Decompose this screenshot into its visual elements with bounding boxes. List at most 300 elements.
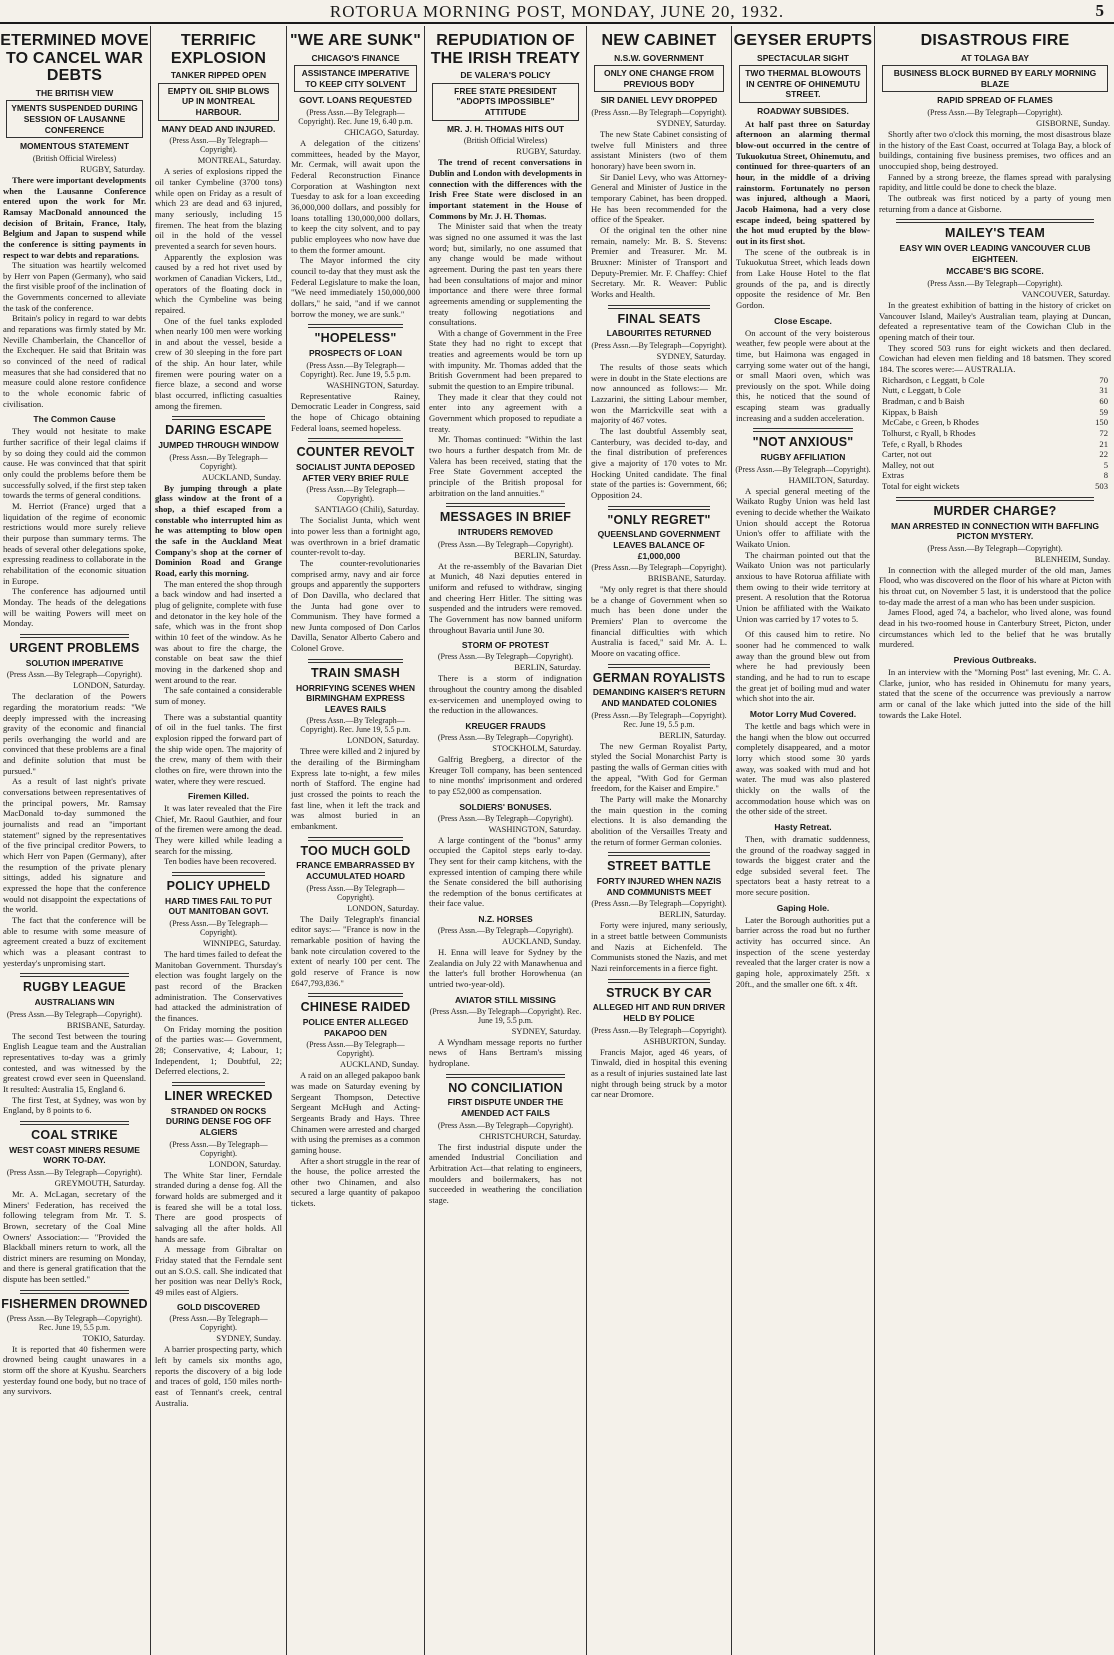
batsman-runs: 150 (1095, 417, 1108, 428)
article (426, 503, 585, 635)
subheadline: DE VALERA'S POLICY (460, 70, 551, 81)
headline-rule (896, 497, 1094, 501)
section-caption: Previous Outbreaks. (953, 655, 1037, 666)
subheadline: MANY DEAD AND INJURED. (161, 123, 276, 134)
body-paragraph: The declaration of the Powers regarding the moratorium reads: "We deeply impressed with the increasing gravity of the economic and financial perils overhanging the world and are convinced that these problems are a final and definite solution that must be pursued." (3, 691, 146, 776)
body-paragraph: The Party will make the Monarchy the main question in the coming elections. It is also demanding the abolition of the Versailles Treaty and the return of former German colonies. (591, 794, 727, 847)
source-line: (Press Assn.—By Telegraph—Copyright). Rec. June 19, 5.5 p.m. (429, 1006, 582, 1025)
body-paragraph: The trend of recent conversations in Dublin and London with developments in connection with the differences with the Irish Free State were disclosed in an important statement in the House of Commons by Mr. J. H. Thomas. (429, 157, 582, 221)
dateline: SYDNEY, Saturday. (656, 118, 726, 129)
article (733, 428, 873, 624)
headline: "ONLY REGRET" (607, 512, 711, 527)
subheadline: ROADWAY SUBSIDES. (757, 106, 849, 117)
body-paragraph: In an interview with the "Morning Post" last evening, Mr. C. A. Clarke, junior, who has resided in Ohinemutu for many years, stated that the scene of the occurrence was previously a narrow arm or canal of the lake which jutted into the side of the hill towards the Lake Hotel. (879, 667, 1111, 720)
batsman-runs: 5 (1103, 459, 1108, 470)
source-line: (Press Assn.—By Telegraph—Copyright). (437, 652, 574, 662)
batsman-runs: 22 (1099, 449, 1108, 460)
headline-rule (20, 1290, 129, 1294)
subheadline: ASSISTANCE IMPERATIVE TO KEEP CITY SOLVENT (294, 65, 417, 92)
dateline: WASHINGTON, Saturday. (326, 379, 419, 390)
subheadline: TANKER RIPPED OPEN (170, 70, 267, 81)
article (152, 712, 285, 787)
body-paragraph: With a change of Government in the Free State they had no right to except that treaties and agreements would be torn up with impunity. Mr. Thomas added that the British Government had been prepared to submit the question to an Empire tribunal. (429, 327, 582, 392)
body-paragraph: There was a substantial quantity of oil in the fuel tanks. The first explosion ripped the forward part of the ship wide open. The majority of the crew, many of them with their clothes on fire, were thrown into the water, where they were rescued. (155, 711, 282, 786)
source-line: (Press Assn.—By Telegraph—Copyright). (437, 926, 574, 936)
column-rule (874, 26, 875, 1655)
headline-rule (608, 664, 710, 668)
subheadline: GOVT. LOANS REQUESTED (299, 95, 412, 106)
dateline: MONTREAL, Saturday. (197, 155, 281, 166)
headline-rule (608, 979, 710, 983)
batsman-runs: 70 (1099, 374, 1108, 385)
headline: LINER WRECKED (164, 1088, 273, 1103)
body-paragraph: The second Test between the touring English League team and the Australian representatives to-day was a grimly contested, and was witnessed by the greatest crowd ever seen in Queensland. It resulted: Australia 15, England 6. (3, 1030, 146, 1094)
body-paragraph: Mr. Thomas continued: "Within the last two hours a further despatch from Mr. de Valera has been received, stating that the Free State Government accepted the principle of the British proposal for arbitration on the land annuities." (429, 434, 582, 498)
column-rule (286, 26, 287, 1655)
source-line: (Press Assn.—By Telegraph—Copyright). (591, 108, 727, 118)
body-paragraph: The first industrial dispute under the amended Industrial Conciliation and Arbitration Act—that relating to engineers, moulders and boilermakers, has not succeeded in weathering the conciliation stage. (429, 1141, 582, 1205)
score-row (882, 439, 1108, 450)
body-paragraph: It was later revealed that the Fire Chief, Mr. Raoul Gauthier, and four of the firemen were among the dead. They were killed while leading a search for the missing. (155, 803, 282, 856)
headline: FINAL SEATS (617, 311, 701, 326)
article (0, 634, 149, 968)
section-caption: N.Z. HORSES (478, 914, 533, 925)
body-paragraph: The new German Royalist Party, styled the Social Monarchist Party is pasting the walls of German cities with the appeal, "With God for German freedom, for the Kaiser and Empire." (591, 740, 727, 794)
dateline: STOCKHOLM, Saturday. (492, 742, 581, 753)
headline: ETERMINED MOVE TO CANCEL WAR DEBTS (0, 32, 149, 85)
body-paragraph: The man entered the shop through a back window and had inserted a plug of gelignite, complete with fuse and detonator in the key hole of the safe, which was in the front shop within 10 feet of the window. As he was about to fire the charge, the constable on beat saw the thief moving in the darkened shop and went around to the rear. (155, 578, 282, 685)
body-paragraph: A raid on an alleged pakapoo bank was made on Saturday evening by Sergeant Thompson, Detective Sergeant McHugh and Acting-Sergeants Brady and Hays. Three Chinamen were arrested and charged with using the premises as a common gaming house. (291, 1070, 420, 1155)
source-line: (Press Assn.—By Telegraph—Copyright). (437, 1120, 574, 1130)
body-paragraph: The chairman pointed out that the Waikato Union was not particularly anxious to have Rotorua affiliate with them owing to their wide territory at present. A resolution that the Rotorua Union be affiliated with the Waikato Union was carried by 17 votes to 5. (736, 549, 870, 624)
batsman-name: Carter, not out (882, 449, 932, 460)
headline: TRAIN SMASH (310, 665, 400, 680)
headline-rule (20, 1121, 129, 1125)
headline-rule (308, 438, 403, 442)
dateline: AUCKLAND, Sunday. (201, 471, 281, 482)
batsman-name: Malley, not out (882, 459, 935, 470)
headline-rule (20, 634, 129, 638)
article (0, 32, 149, 409)
article (152, 416, 285, 706)
score-row (882, 407, 1108, 418)
dateline: SYDNEY, Sunday. (216, 1333, 281, 1344)
article (588, 506, 730, 659)
headline-rule (172, 416, 265, 420)
score-row (882, 449, 1108, 460)
article (288, 837, 423, 989)
article (152, 1082, 285, 1298)
batsman-runs: 8 (1103, 470, 1108, 481)
section-caption: Gaping Hole. (776, 902, 830, 913)
source-line: (Press Assn.—By Telegraph—Copyright). (169, 136, 268, 155)
article (876, 497, 1114, 650)
dateline: CHICAGO, Saturday. (344, 127, 419, 138)
batsman-name: Tolhurst, c Ryall, b Rhodes (882, 427, 976, 438)
column-4 (426, 30, 585, 1655)
subheadline: POLICE ENTER ALLEGED PAKAPOO DEN (302, 1017, 409, 1038)
body-paragraph: The conference has adjourned until Monday. The heads of the delegations will be waiting Powers will meet on Monday. (3, 586, 146, 629)
column-1 (0, 30, 149, 1655)
section-caption: Motor Lorry Mud Covered. (749, 708, 857, 719)
article (733, 316, 873, 424)
headline: "WE ARE SUNK" (290, 32, 421, 49)
subheadline: MOMENTOUS STATEMENT (19, 141, 130, 152)
score-row (882, 470, 1108, 481)
body-paragraph: They made it clear that they could not enter into any agreement with a Government which proposed to repudiate a treaty. (429, 391, 582, 434)
column-6 (733, 30, 873, 1655)
article (426, 640, 585, 716)
section-caption: The Common Cause (33, 414, 116, 425)
subheadline: PROSPECTS OF LOAN (308, 348, 403, 358)
body-paragraph: Representative Rainey, Democratic Leader in Congress, said the hope of Chicago obtaining Federal loans, seemed hopeless. (291, 390, 420, 433)
body-paragraph: A delegation of the citizens' committees, headed by the Mayor, Mr. Cermak, will await upon the Federal Reconstruction Finance Corporation at Washington next Tuesday to ask for a loan exceeding 36,000,000 dollars, and possibly for loans totalling 130,000,000 dollars, to keep the city solvent, and to pay public employees who now have due to them the former amount. (291, 138, 420, 255)
body-paragraph: It is reported that 40 fishermen were drowned being caught unawares in a storm off the shore at Kyushu. Searchers yesterday found one body, but no trace of any survivors. (3, 1343, 146, 1397)
body-paragraph: On account of the very boisterous weather, few people were about at the time, but Haimona was engaged in carrying some water out of the hangi, or small Maori oven, which was previously on the spot. While doing this, he noticed that the sound of escaping steam was gradually increasing and a sudden acceleration. (736, 327, 870, 423)
subheadline: WEST COAST MINERS RESUME WORK TO-DAY. (9, 1144, 140, 1166)
section-caption: GOLD DISCOVERED (176, 1302, 261, 1313)
subheadline: RUGBY AFFILIATION (760, 452, 846, 463)
headline-rule (753, 428, 853, 432)
headline-rule (896, 219, 1094, 223)
body-paragraph: There is a storm of indignation throughout the country among the disabled ex-servicemen and unemployed owing to the reduction in the allowances. (429, 673, 582, 716)
article (288, 659, 423, 832)
body-paragraph: The Socialist Junta, which went into power less than a fortnight ago, was overthrown in a brief dramatic counter-revolt to-day. (291, 515, 420, 558)
subheadline: MCCABE'S BIG SCORE. (946, 266, 1044, 277)
body-paragraph: Three were killed and 2 injured by the derailing of the Birmingham Express late to-night, a few miles north of Stafford. The engine had just crossed the points to reach the fast line, when it left the track and was almost buried in an embankment. (291, 746, 420, 831)
headline: COUNTER REVOLT (296, 445, 415, 460)
column-3 (288, 30, 423, 1655)
article (426, 1074, 585, 1206)
body-paragraph: The Mayor informed the city council to-day that they must ask the Federal Legislature to make the loan, "We need immediately 150,000,000 dollars," he said, "and if we cannot borrow the money, we are sunk." (291, 255, 420, 319)
headline: DISASTROUS FIRE (920, 32, 1070, 49)
subheadline: STRANDED ON ROCKS DURING DENSE FOG OFF ALGIERS (165, 1105, 272, 1137)
subheadline: INTRUDERS REMOVED (458, 527, 553, 538)
body-paragraph: A special general meeting of the Waikato Rugby Union was held last evening to decide whether the Waikato Union should accept the Rotorua Union's offer to affiliate with the Waikato Union. (736, 485, 870, 550)
body-paragraph: James Flood, aged 74, a bachelor, who lived alone, was found dead in his two-roomed house in Canterbury Street, Picton, under circumstances which led to the belief that he was brutally murdered. (879, 607, 1111, 650)
batsman-name: Tefe, c Ryall, b Rhodes (882, 438, 963, 449)
column-2 (152, 30, 285, 1655)
article (876, 32, 1114, 214)
batsman-name: Nutt, c Leggatt, b Cole (882, 385, 961, 396)
score-row (882, 385, 1108, 396)
article (588, 32, 730, 300)
source-line: (Press Assn.—By Telegraph—Copyright). (437, 813, 574, 823)
body-paragraph: H. Enna will leave for Sydney by the Zealandia on July 22 with Manawhenua and the latter's full brother Horowhenua (an untried two-year-old). (429, 947, 582, 990)
dateline: BERLIN, Saturday. (659, 909, 726, 920)
body-paragraph: They scored 503 runs for eight wickets and then declared. Cowichan had eleven men fielding and 18 batsmen. They scored 184. The scores were:— AUSTRALIA. (879, 342, 1111, 374)
body-paragraph: The situation was heartily welcomed by Herr von Papen (Germany), who said the first visible proof of the inclination of the Governments concerned to alleviate the task of the conference. (3, 260, 146, 313)
source-line: (Press Assn.—By Telegraph—Copyright). (927, 278, 1063, 288)
page-number: 5 (1095, 1, 1104, 20)
body-paragraph: A Wyndham message reports no further news of Hans Bertram's missing hydroplane. (429, 1036, 582, 1069)
headline: STRUCK BY CAR (606, 985, 712, 1000)
article (588, 305, 730, 501)
subheadline: AT TOLAGA BAY (960, 52, 1029, 63)
source-line: (Press Assn.—By Telegraph—Copyright). Rec. June 19, 5.5 p.m. (591, 710, 727, 729)
batsman-name: Extras (882, 470, 904, 481)
subheadline: LABOURITES RETURNED (606, 328, 712, 339)
headline: DARING ESCAPE (165, 423, 272, 438)
headline: GERMAN ROYALISTS (592, 670, 726, 685)
score-row (882, 396, 1108, 407)
source-line: (Press Assn.—By Telegraph—Copyright). (6, 1009, 143, 1019)
body-paragraph: The kettle and bags which were in the hangi when the blow out occurred completely disappeared, and a motor lorry which stood some 30 yards away, was soaked with mud and hot water. The mud was also plastered thickly on the walls of the accommodation house which was on the other side of the street. (736, 720, 870, 817)
section-caption: SOLDIERS' BONUSES. (459, 801, 552, 812)
dateline: SYDNEY, Saturday. (656, 350, 726, 361)
dateline: LONDON, Saturday. (347, 902, 419, 913)
headline: COAL STRIKE (31, 1127, 118, 1142)
source-line: (Press Assn.—By Telegraph—Copyright). Rec. June 19, 5.5 p.m. (300, 716, 411, 735)
dateline: BERLIN, Saturday. (514, 662, 581, 673)
body-paragraph: At half past three on Saturday afternoon an alarming thermal blow-out occurred in the centre of Tukuokutua Street, Ohinemutu, and continued for three-quarters of an hour, in the middle of a driving rainstorm. Fortunately no person was injured, although a Maori, Jacob Haimona, had a very close escape indeed, being spattered by the hot mud erupted by the blow-out in its first shot. (736, 118, 870, 246)
body-paragraph: "My only regret is that there should be a change of Government when so much has been done under the Premiers' Plan to overcome the financial difficulties with which Australia is faced," said Mr. A. L. Moore on vacating office. (591, 584, 727, 659)
headline: STREET BATTLE (607, 859, 711, 874)
subheadline: QUEENSLAND GOVERNMENT LEAVES BALANCE OF £1,000,000 (597, 529, 721, 561)
column-rule (731, 26, 732, 1655)
section-caption: KREUGER FRAUDS (465, 720, 546, 731)
source-line: (Press Assn.—By Telegraph—Copyright). (591, 563, 727, 573)
article (0, 973, 149, 1116)
section-caption: AVIATOR STILL MISSING (455, 994, 556, 1005)
headline: NO CONCILIATION (448, 1080, 563, 1095)
subheadline: YMENTS SUSPENDED DURING SESSION OF LAUSANNE CONFERENCE (6, 100, 143, 138)
source-line: (Press Assn.—By Telegraph—Copyright). (169, 452, 268, 471)
headline-rule (608, 305, 710, 309)
body-paragraph: The White Star liner, Ferndale stranded during a dense fog. All the forward holds are submerged and it is feared she will be a total loss. There are good prospects of salvaging all the after holds. All hands are safe. (155, 1169, 282, 1244)
article (588, 979, 730, 1100)
article (426, 721, 585, 797)
subheadline: EMPTY OIL SHIP BLOWS UP IN MONTREAL HARBOUR. (158, 83, 279, 121)
dateline: TOKIO, Saturday. (82, 1332, 145, 1343)
body-paragraph: They would not hesitate to make further sacrifice of their legal claims if by so doing they could aid the common cause. He was convinced that that spirit only could the problems before them be successfully solved, if the first step taken towards the terms of general conditions. (3, 426, 146, 501)
source-line: (Press Assn.—By Telegraph—Copyright). (591, 899, 727, 909)
score-row (882, 481, 1108, 492)
masthead-title: ROTORUA MORNING POST, MONDAY, JUNE 20, 1932. (329, 2, 785, 21)
article (426, 802, 585, 910)
source-line: (Press Assn.—By Telegraph—Copyright). (591, 1025, 727, 1035)
body-paragraph: As a result of last night's private conversations between representatives of the principal powers, Mr. Ramsay MacDonald to-day summoned the journalists and read an "important statement" signed by the representatives of the five principal creditor Powers, to which Herr von Papen (Germany), after the resumption of the private plenary sittings, added his signature and expressed the hope that the conference would not disappoint the expectations of the world. (3, 776, 146, 915)
batsman-name: Total for eight wickets (882, 481, 960, 492)
subheadline: EASY WIN OVER LEADING VANCOUVER CLUB EIGHTEEN. (899, 243, 1091, 264)
source-line: (Press Assn.—By Telegraph—Copyright). (735, 464, 871, 474)
article (733, 32, 873, 311)
section-caption: Hasty Retreat. (774, 821, 832, 832)
headline: GEYSER ERUPTS (733, 32, 873, 49)
batsman-name: Kippax, b Baish (882, 406, 938, 417)
column-rule (150, 26, 151, 1655)
article (733, 822, 873, 898)
body-paragraph: Fanned by a strong breeze, the flames spread with paralysing rapidity, and little could be done to check the blaze. (879, 171, 1111, 193)
body-paragraph: The outbreak was first noticed by a party of young men returning from a dance at Gisborne. (879, 193, 1111, 214)
article (876, 655, 1114, 720)
score-row (882, 417, 1108, 428)
subheadline: N.S.W. GOVERNMENT (614, 52, 704, 63)
body-paragraph: Shortly after two o'clock this morning, the most disastrous blaze in the history of the East Coast, occurred at Tolaga Bay, a block of buildings, containing five business premises, two offices and an unoccupied shop, being destroyed. (879, 129, 1111, 172)
subheadline: FREE STATE PRESIDENT "ADOPTS IMPOSSIBLE" ATTITUDE (432, 83, 579, 121)
subheadline: TWO THERMAL BLOWOUTS IN CENTRE OF OHINEMUTU STREET. (739, 65, 867, 103)
subheadline: DEMANDING KAISER'S RETURN AND MANDATED COLONIES (592, 687, 726, 709)
headline-rule (608, 506, 710, 510)
dateline: LONDON, Saturday. (209, 1158, 281, 1169)
dateline: BERLIN, Saturday. (659, 729, 726, 740)
dateline: RUGBY, Saturday. (516, 146, 581, 157)
batsman-runs: 60 (1099, 395, 1108, 406)
article (426, 914, 585, 990)
dateline: ASHBURTON, Sunday. (643, 1035, 726, 1046)
subheadline: FIRST DISPUTE UNDER THE AMENDED ACT FAILS (447, 1097, 564, 1119)
body-paragraph: M. Herriot (France) urged that a liquidation of the regime of economic restrictions would more surely relieve their purpose than summary terms. The heads of several other delegations spoke, expressing readiness to collaborate in the rehabilitation of the economic situation in Europe. (3, 500, 146, 586)
body-paragraph: Ten bodies have been recovered. (164, 856, 277, 867)
headline: MESSAGES IN BRIEF (439, 510, 572, 525)
batsman-name: Bradman, c and b Baish (882, 395, 965, 406)
batsman-runs: 72 (1099, 427, 1108, 438)
body-paragraph: At the re-assembly of the Bavarian Diet at Munich, 48 Nazi deputies entered in uniform and refused to withdraw, singing and cheering Herr Hitler. The sitting was suspended and the intruders were removed. The Government has now banned uniform throughout Bavaria until June 30. (429, 560, 582, 635)
batsman-runs: 21 (1099, 438, 1108, 449)
score-row (882, 375, 1108, 386)
body-paragraph: The Minister said that when the treaty was signed no one assumed it was the last word; but, similarly, no one assumed that any change would be made without agreement. During the past ten years there had been consultations of major and minor importance and there were three formal agreements amending or supplementing the treaty following negotiations and consultations. (429, 221, 582, 328)
source-line: (Press Assn.—By Telegraph—Copyright). (169, 919, 268, 938)
source-line: (Press Assn.—By Telegraph—Copyright). Rec. June 19, 6.40 p.m. (298, 108, 413, 127)
source-line: (Press Assn.—By Telegraph—Copyright). (306, 883, 405, 902)
headline-rule (20, 973, 129, 977)
dateline: BERLIN, Saturday. (514, 549, 581, 560)
body-paragraph: Galfrig Bregberg, a director of the Kreuger Toll company, has been sentenced to nine months' imprisonment and ordered to pay £52,000 as compensation. (429, 753, 582, 796)
body-paragraph: Britain's policy in regard to war debts and reparations was firmly stated by Mr. Neville Chamberlain, the Chancellor of the Exchequer. He said that Britain was so convinced of the need of radical measures that she had considered that no measure could alone restore confidence to the whole economic fabric of civilisation. (3, 313, 146, 409)
article (588, 852, 730, 973)
body-paragraph: Mr. A. McLagan, secretary of the Miners' Federation, has received the following telegram from Mr. T. S. Brown, secretary of the Coal Mine Owners' Association:— "Provided the Blackball miners return to work, all the district miners are resuming on Monday, and there is general gratification that the dispute has been settled." (3, 1188, 146, 1285)
source-line: (Press Assn.—By Telegraph—Copyright). (437, 732, 574, 742)
subheadline: THE BRITISH VIEW (35, 87, 114, 98)
headline: REPUDIATION OF THE IRISH TREATY (430, 32, 581, 67)
source-line: (Press Assn.—By Telegraph—Copyright). (927, 108, 1063, 118)
dateline: SYDNEY, Saturday. (511, 1025, 581, 1036)
article (426, 995, 585, 1069)
headline: TERRIFIC EXPLOSION (170, 32, 267, 67)
dateline: BLENHEIM, Sunday. (1034, 553, 1110, 564)
body-paragraph: A message from Gibraltar on Friday stated that the Ferndale sent out an S.O.S. call. She indicated that her position was near Delly's Rock, 49 miles east of Algiers. (155, 1244, 282, 1297)
headline-rule (308, 324, 403, 328)
body-paragraph: By jumping through a plate glass window at the front of a shop, a thief escaped from a constable who interrupted him as he was attempting to blow open the safe in the Auckland Meat Company's shop at the corner of Dominion Road and Grange Road, early this morning. (155, 482, 282, 579)
masthead (0, 0, 1114, 24)
body-paragraph: In connection with the alleged murder of the old man, James Flood, who was discovered on the floor of his whare at Picton with his throat cut, on November 5 last, it is understood that the police to-day made the arrest of a man who has been under suspicion. (879, 564, 1111, 607)
body-paragraph: A large contingent of the "bonus" army occupied the Capitol steps early to-day. They sent for their camp kitchens, with the expressed intention of camping there while the Senate considered the bill authorising the redemption of the bonus certificates at their face value. (429, 834, 582, 909)
source-line: (Press Assn.—By Telegraph—Copyright). (6, 670, 143, 680)
body-paragraph: The hard times failed to defeat the Manitoban Government. Thursday's election was fought largely on the past record of the Bracken administration. The Conservatives had attacked the administration of the finances. (155, 949, 282, 1024)
batsman-runs: 31 (1099, 385, 1108, 396)
subheadline: JUMPED THROUGH WINDOW (158, 440, 279, 451)
dateline: AUCKLAND, Sunday. (501, 936, 581, 947)
dateline: GISBORNE, Sunday. (1036, 118, 1110, 129)
article (426, 32, 585, 498)
dateline: SANTIAGO (Chili), Saturday. (314, 504, 419, 515)
dateline: HAMILTON, Saturday. (788, 474, 869, 485)
column-rule (424, 26, 425, 1655)
subheadline: FRANCE EMBARRASSED BY ACCUMULATED HOARD (296, 860, 415, 882)
body-paragraph: The Daily Telegraph's financial editor says:— "France is now in the remarkable position of having the bank note circulation covered to the extent of nearly 100 per cent. The gold reserve of France is now £647,793,836." (291, 913, 420, 988)
source-line: (Press Assn.—By Telegraph—Copyright). (591, 340, 727, 350)
dateline: LONDON, Saturday. (347, 735, 419, 746)
headline-rule (172, 872, 265, 876)
score-row (882, 428, 1108, 439)
body-paragraph: The first Test, at Sydney, was won by England, by 8 points to 6. (3, 1094, 146, 1116)
body-paragraph: On Friday morning the position of the parties was:— Government, 28; Conservative, 4; Labour, 1; Independent, 1; Doubtful, 22; Deferred elections, 2. (155, 1023, 282, 1077)
article (0, 1290, 149, 1397)
batsman-name: Richardson, c Leggatt, b Cole (882, 374, 985, 385)
body-paragraph: The scene of the outbreak is in Tukuokutua Street, which leads down from Lake House Hotel to the flat grounds of the pa, and is directly opposite the residence of Mr. Ben Gordon. (736, 246, 870, 310)
section-caption: STORM OF PROTEST (461, 640, 550, 651)
headline: NEW CABINET (601, 32, 717, 49)
body-paragraph: Apparently the explosion was caused by a red hot rivet used by workmen of Canadian Vickers, Ltd., operators of the floating dock in which the Cymbeline was being repaired. (155, 251, 282, 315)
subheadline: FORTY INJURED WHEN NAZIS AND COMMUNISTS MEET (596, 876, 722, 897)
body-paragraph: A barrier prospecting party, which left by camels six months ago, reports the discovery of a big lode and traces of gold, 150 miles north-east of Tennant's creek, central Australia. (155, 1344, 282, 1408)
source-line: (Press Assn.—By Telegraph—Copyright). (437, 539, 574, 549)
headline: MAILEY'S TEAM (944, 226, 1046, 241)
headline-rule (308, 993, 403, 997)
body-paragraph: Then, with dramatic suddenness, the ground of the roadway sagged in towards the biggest crater and the edge subsided several feet. The spectators beat a hasty retreat to a more secure position. (736, 833, 870, 898)
subheadline: BUSINESS BLOCK BURNED BY EARLY MORNING BLAZE (882, 65, 1108, 92)
article (733, 709, 873, 817)
body-paragraph: Forty were injured, many seriously, in a street battle between Communists and Nazis at Eichenfeld. The Communists stoned the Nazis, and met Nazi reinforcements in a fierce fight. (591, 920, 727, 973)
dateline: LONDON, Saturday. (73, 680, 145, 691)
section-caption: Firemen Killed. (188, 791, 249, 802)
column-rule (586, 26, 587, 1655)
article (152, 32, 285, 411)
body-paragraph: After a short struggle in the rear of the house, the police arrested the other two Chinamen, and also secured a large quantity of pakapoo tickets. (291, 1155, 420, 1209)
headline-rule (608, 852, 710, 856)
headline-rule (308, 659, 403, 663)
article (733, 629, 873, 704)
subheadline: HARD TIMES FAIL TO PUT OUT MANITOBAN GOVT. (165, 895, 272, 917)
article (288, 438, 423, 654)
article (588, 664, 730, 848)
article (0, 1121, 149, 1285)
headline: FISHERMEN DROWNED (1, 1296, 148, 1311)
column-5 (588, 30, 730, 1655)
body-paragraph: Later the Borough authorities put a barrier across the road but no further activity has occurred since. An inspection of the scene yesterday revealed that the larger crater is now a gaping hole, approximately 25ft. x 20ft., and the smaller one 6ft. x 4ft. (736, 914, 870, 989)
dateline: VANCOUVER, Saturday. (1021, 288, 1110, 299)
headline-rule (446, 1074, 565, 1078)
scorecard (882, 375, 1108, 492)
article (152, 872, 285, 1077)
headline: "HOPELESS" (314, 331, 397, 346)
headline-rule (446, 503, 565, 507)
subheadline: MR. J. H. THOMAS HITS OUT (446, 123, 565, 134)
batsman-runs: 59 (1099, 406, 1108, 417)
source-line: (British Official Wireless) (32, 153, 117, 163)
source-line: (Press Assn.—By Telegraph—Copyright). (306, 1040, 405, 1059)
dateline: AUCKLAND, Sunday. (339, 1059, 419, 1070)
article (288, 32, 423, 319)
score-row (882, 460, 1108, 471)
dateline: RUGBY, Saturday. (80, 163, 145, 174)
headline: RUGBY LEAGUE (23, 980, 126, 995)
dateline: BRISBANE, Saturday. (647, 573, 726, 584)
article (0, 414, 149, 628)
headline: POLICY UPHELD (166, 879, 271, 894)
article (152, 1302, 285, 1408)
article (876, 219, 1114, 491)
subheadline: SIR DANIEL LEVY DROPPED (600, 95, 718, 106)
source-line: (Press Assn.—By Telegraph—Copyright). (927, 543, 1063, 553)
headline: TOO MUCH GOLD (300, 843, 411, 858)
source-line: (Press Assn.—By Telegraph—Copyright). Rec. June 19, 5.5 p.m. (300, 360, 411, 379)
body-paragraph: Of the original ten the other nine remain, namely: Mr. B. S. Stevens: Premier and Treasurer. Mr. M. Bruxner: Minister of Transport and Deputy-Premier. Mr. F. Chaffey: Chief Secretary. Mr. R. Weaver: Public Works and Health. (591, 225, 727, 299)
subheadline: RAPID SPREAD OF FLAMES (937, 95, 1053, 106)
body-paragraph: Sir Daniel Levy, who was Attorney-General and Minister of Justice in the temporary Cabinet, has been dropped. He has been recommended for the office of the Speaker. (591, 171, 727, 225)
subheadline: SOCIALIST JUNTA DEPOSED AFTER VERY BRIEF RULE (295, 462, 415, 483)
dateline: BRISBANE, Saturday. (66, 1019, 145, 1030)
